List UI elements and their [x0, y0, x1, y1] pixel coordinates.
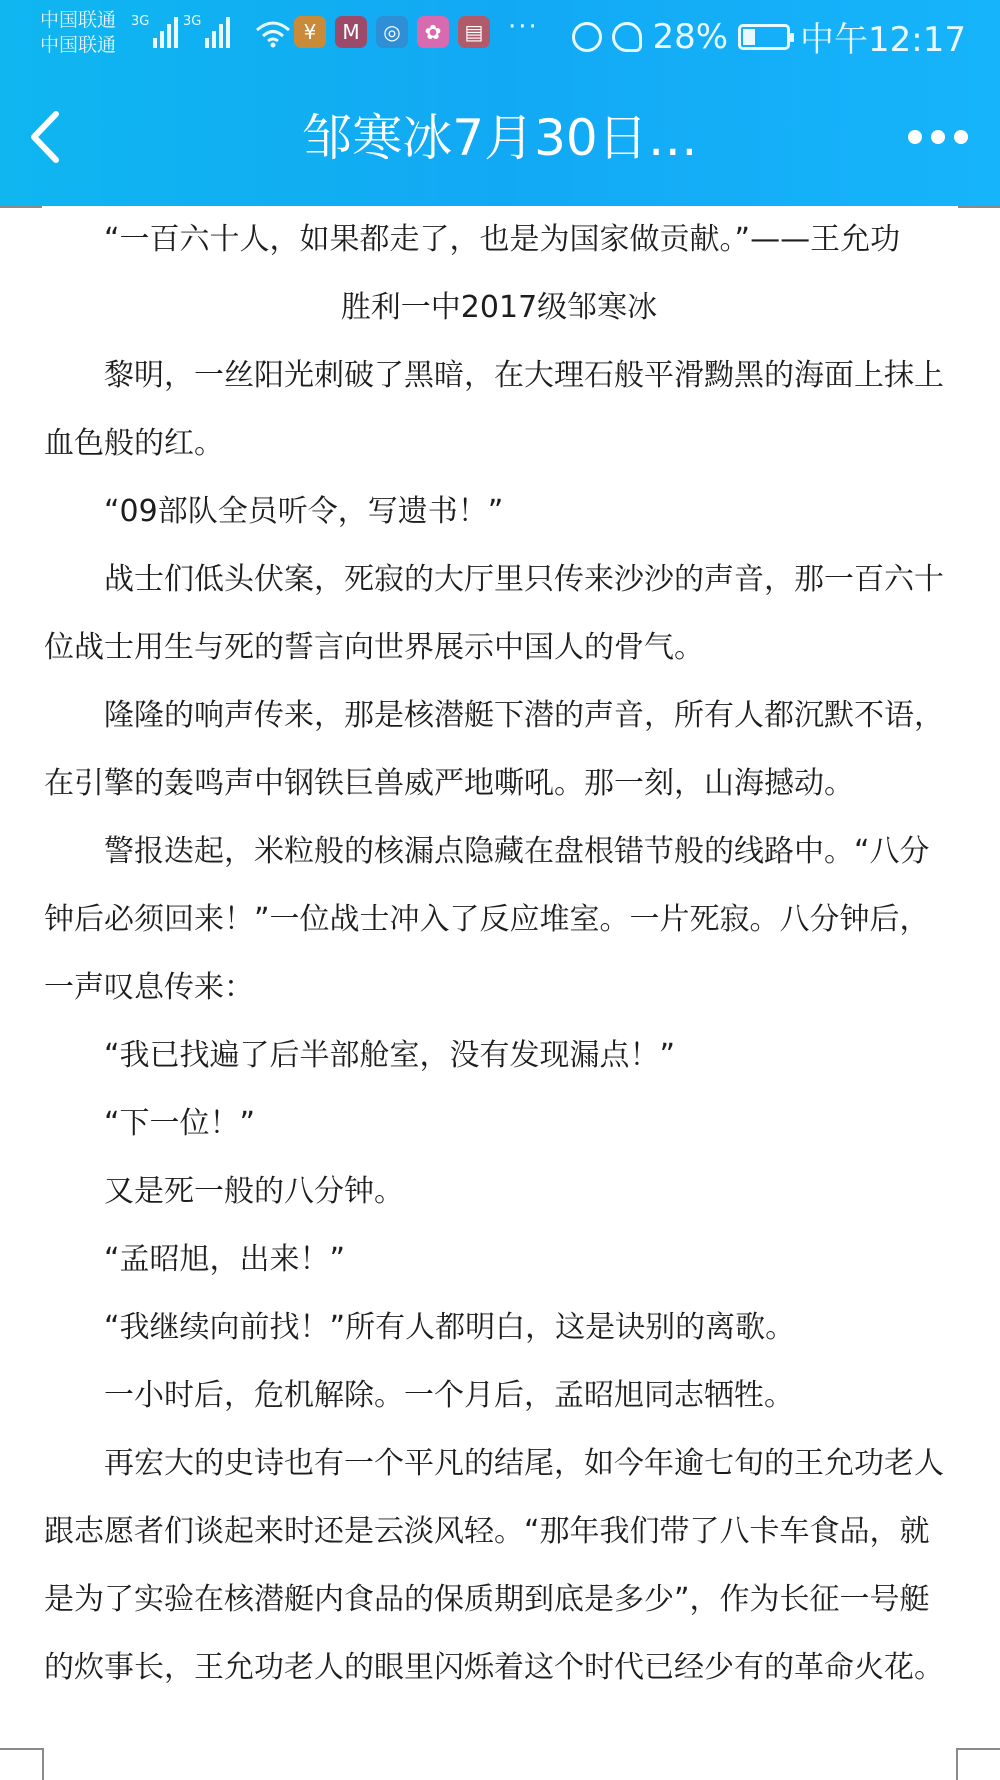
carrier-2: 中国联通: [40, 34, 117, 56]
document-paragraph: 黎明，一丝阳光刺破了黑暗，在大理石般平滑黝黑的海面上抹上血色般的红。: [44, 358, 944, 461]
alarm-icon: [572, 22, 602, 52]
network-type-1: 3G: [131, 14, 150, 29]
signal-2-icon: [183, 14, 230, 48]
back-button[interactable]: [18, 102, 78, 172]
document-paragraph: “孟昭旭，出来！”: [104, 1242, 346, 1277]
battery-icon: [738, 24, 790, 50]
document-paragraph: 一小时后，危机解除。一个月后，孟昭旭同志牺牲。: [104, 1378, 794, 1413]
document-paragraph: “下一位！”: [104, 1106, 256, 1141]
document-paragraph: “一百六十人，如果都走了，也是为国家做贡献。”——王允功: [104, 222, 901, 257]
network-type-2: 3G: [183, 14, 202, 29]
dot: [954, 130, 968, 144]
document-paragraph: “我已找遍了后半部舱室，没有发现漏点！”: [104, 1038, 676, 1073]
pay-app-icon: ¥: [294, 16, 326, 48]
data-saver-icon: [612, 22, 642, 52]
photos-app-icon: ✿: [417, 16, 449, 48]
document-title: 邹寒冰7月30日…: [302, 109, 698, 167]
document-paragraph: 再宏大的史诗也有一个平凡的结尾，如今年逾七旬的王允功老人跟志愿者们谈起来时还是云淡风轻。“那年我们带了八卡车食品，就是为了实验在核潜艇内食品的保质期到底是多少”，作为长征一号艇的炊事长，王允功老人的眼里闪烁着这个时代已经少有的革命火花。: [44, 1446, 944, 1685]
dot: [908, 130, 922, 144]
browser-app-icon: ◎: [376, 16, 408, 48]
page-corner-mark: [958, 206, 1000, 238]
document-paragraph: “我继续向前找！”所有人都明白，这是诀别的离歌。: [104, 1310, 796, 1345]
document-paragraph: 胜利一中2017级邹寒冰: [340, 290, 658, 325]
top-bar: [0, 0, 1000, 206]
document-paragraph: 警报迭起，米粒般的核漏点隐藏在盘根错节般的线路中。“八分钟后必须回来！”一位战士冲入了反应堆室。一片死寂。八分钟后，一声叹息传来：: [44, 834, 930, 1005]
reader-app-icon: ▤: [458, 16, 490, 48]
status-bar: [0, 0, 1000, 70]
document-paragraph: “09部队全员听令，写遗书！”: [104, 494, 504, 529]
dot: [931, 130, 945, 144]
chevron-left-icon: [18, 102, 78, 172]
wifi-icon: [255, 20, 291, 48]
battery-fill: [743, 29, 755, 45]
clock: 中午12:17: [800, 20, 966, 60]
page-corner-mark: [956, 1748, 1000, 1780]
carrier-1: 中国联通: [40, 9, 117, 31]
document-body: [44, 206, 954, 1702]
more-options-button[interactable]: [898, 114, 978, 160]
metro-app-icon: M: [335, 16, 367, 48]
more-notifications: ···: [508, 12, 539, 42]
battery-percent: 28%: [652, 16, 729, 57]
status-right: [572, 12, 966, 61]
notification-app-icons: [294, 16, 490, 48]
page-corner-mark: [0, 206, 42, 238]
signal-indicators: [131, 14, 230, 48]
carrier-labels: [40, 8, 116, 58]
document-paragraph: 隆隆的响声传来，那是核潜艇下潜的声音，所有人都沉默不语，在引擎的轰鸣声中钢铁巨兽威严地嘶吼。那一刻，山海撼动。: [44, 698, 944, 801]
navigation-bar: [0, 70, 1000, 206]
document-paragraph: 战士们低头伏案，死寂的大厅里只传来沙沙的声音，那一百六十位战士用生与死的誓言向世界展示中国人的骨气。: [44, 562, 944, 665]
document-paragraph: 又是死一般的八分钟。: [104, 1174, 404, 1209]
page-corner-mark: [0, 1748, 44, 1780]
signal-1-icon: [131, 14, 178, 48]
